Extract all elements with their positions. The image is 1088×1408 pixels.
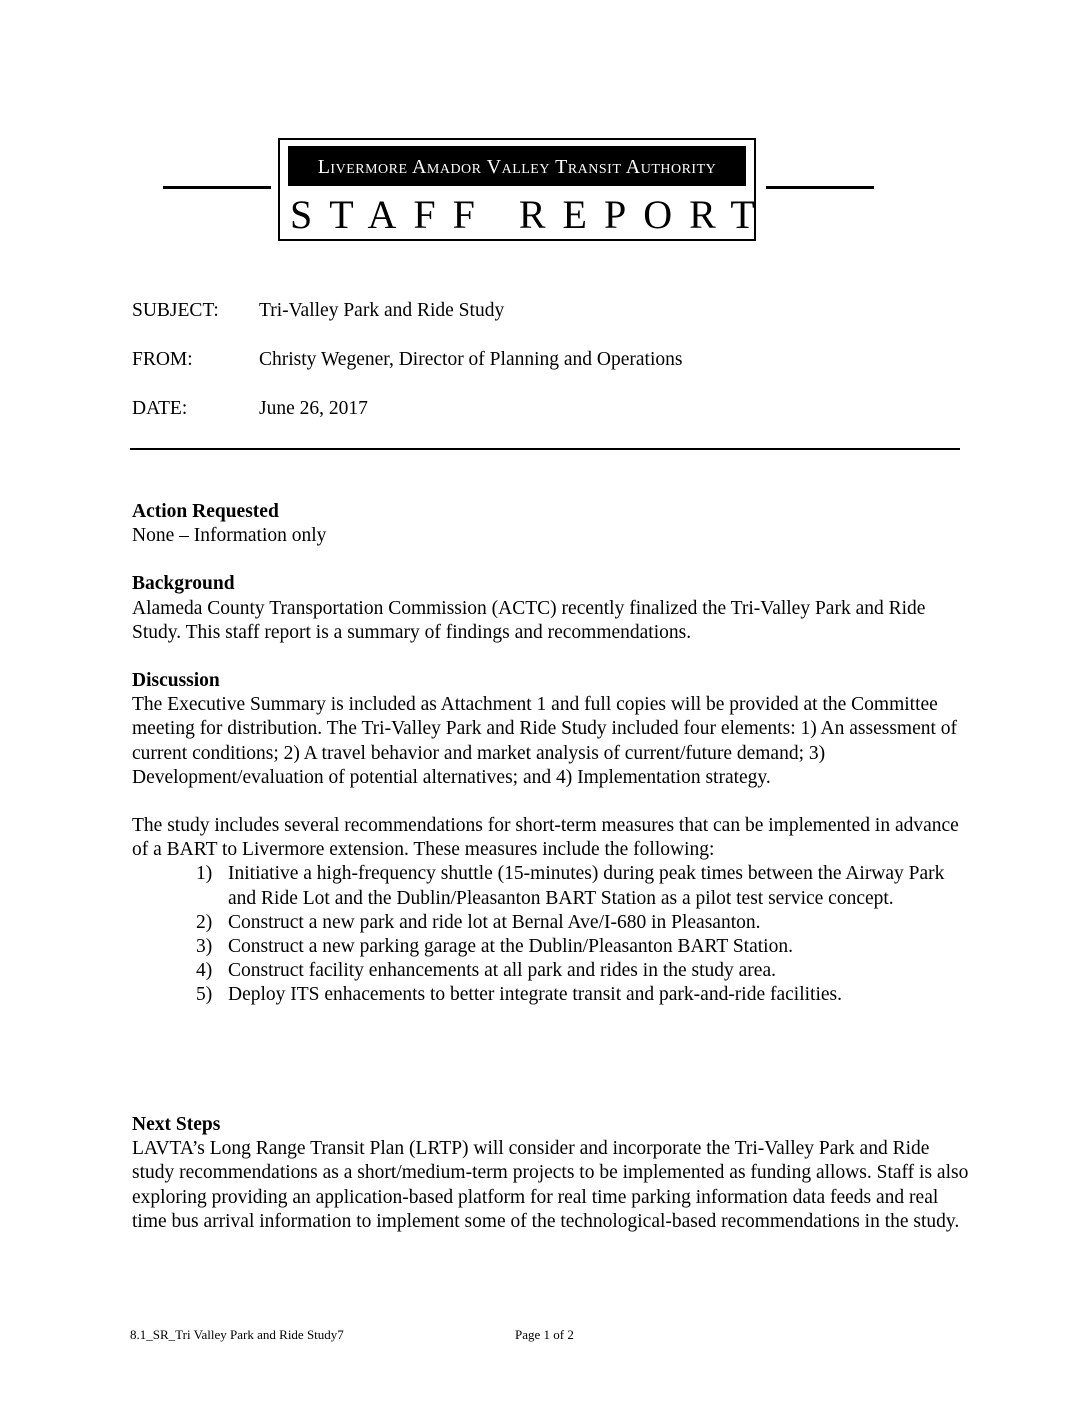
footer-file-name: 8.1_SR_Tri Valley Park and Ride Study7 (130, 1327, 344, 1342)
list-item-text: Deploy ITS enhacements to better integrate transit and park-and-ride facilities. (228, 984, 843, 1006)
list-item (132, 862, 972, 910)
report-body (132, 500, 972, 1032)
list-item-text: Initiative a high-frequency shuttle (15-minutes) during peak times between the Airway Park and Ride Lot and the Dublin/Pleasanton BART Station as a pilot test service concept. (228, 863, 945, 909)
list-item-number: 2) (196, 911, 213, 933)
list-item (132, 983, 972, 1007)
date-value: June 26, 2017 (259, 398, 368, 419)
subject-label: SUBJECT: (132, 300, 219, 321)
date-label: DATE: (132, 398, 188, 419)
from-value: Christy Wegener, Director of Planning and Operations (259, 349, 683, 370)
masthead-rule-right (766, 186, 874, 189)
list-item-text: Construct a new parking garage at the Dublin/Pleasanton BART Station. (228, 936, 793, 958)
list-item (132, 959, 972, 983)
masthead (278, 138, 772, 241)
section-background (132, 572, 972, 645)
section-text: LAVTA’s Long Range Transit Plan (LRTP) will consider and incorporate the Tri-Valley Park and Ride study recommendations as a short/medium-term projects to be implemented as funding allows. Staff is also exploring providing an application-based platform for real time parking information data feeds and real time bus arrival information to implement some of the technological-based recommendations in the study. (132, 1138, 969, 1232)
list-item-text: Construct a new park and ride lot at Bernal Ave/I-680 in Pleasanton. (228, 911, 761, 933)
section-heading: Next Steps (132, 1114, 221, 1135)
report-title: STAFF REPORT (290, 192, 772, 237)
discussion-paragraph-1: The Executive Summary is included as Attachment 1 and full copies will be provided at the Committee meeting for distribution. The Tri-Valley Park and Ride Study included four elements: 1) An assessment of current conditions; 2) A travel behavior and market analysis of current/future demand; 3) Development/evaluation of potential alternatives; and 4) Implementation strategy. (132, 694, 958, 788)
discussion-paragraph-2: The study includes several recommendations for short-term measures that can be implemented in advance of a BART to Livermore extension. These measures include the following: (132, 815, 959, 861)
section-discussion (132, 669, 972, 1008)
list-item (132, 911, 972, 935)
recommendations-list (132, 862, 972, 1007)
footer-page-number: Page 1 of 2 (515, 1327, 574, 1342)
list-item-text: Construct facility enhancements at all park and rides in the study area. (228, 960, 776, 982)
masthead-rule-left (163, 186, 271, 189)
section-heading: Action Requested (132, 501, 279, 522)
list-item (132, 935, 972, 959)
section-heading: Discussion (132, 670, 220, 692)
section-action-requested (132, 500, 972, 548)
list-item-number: 3) (196, 936, 213, 958)
list-item-number: 5) (196, 984, 213, 1006)
section-next-steps (132, 1113, 972, 1234)
section-text: None – Information only (132, 525, 327, 547)
section-heading: Background (132, 573, 235, 595)
list-item-number: 1) (196, 863, 213, 885)
list-item-number: 4) (196, 960, 213, 982)
organization-name: Livermore Amador Valley Transit Authority (288, 146, 746, 186)
subject-value: Tri-Valley Park and Ride Study (259, 300, 505, 321)
from-label: FROM: (132, 349, 193, 370)
section-text: Alameda County Transportation Commission (ACTC) recently finalized the Tri-Valley Park and Ride Study. This staff report is a summary of findings and recommendations. (132, 597, 926, 643)
header-divider (130, 448, 960, 450)
